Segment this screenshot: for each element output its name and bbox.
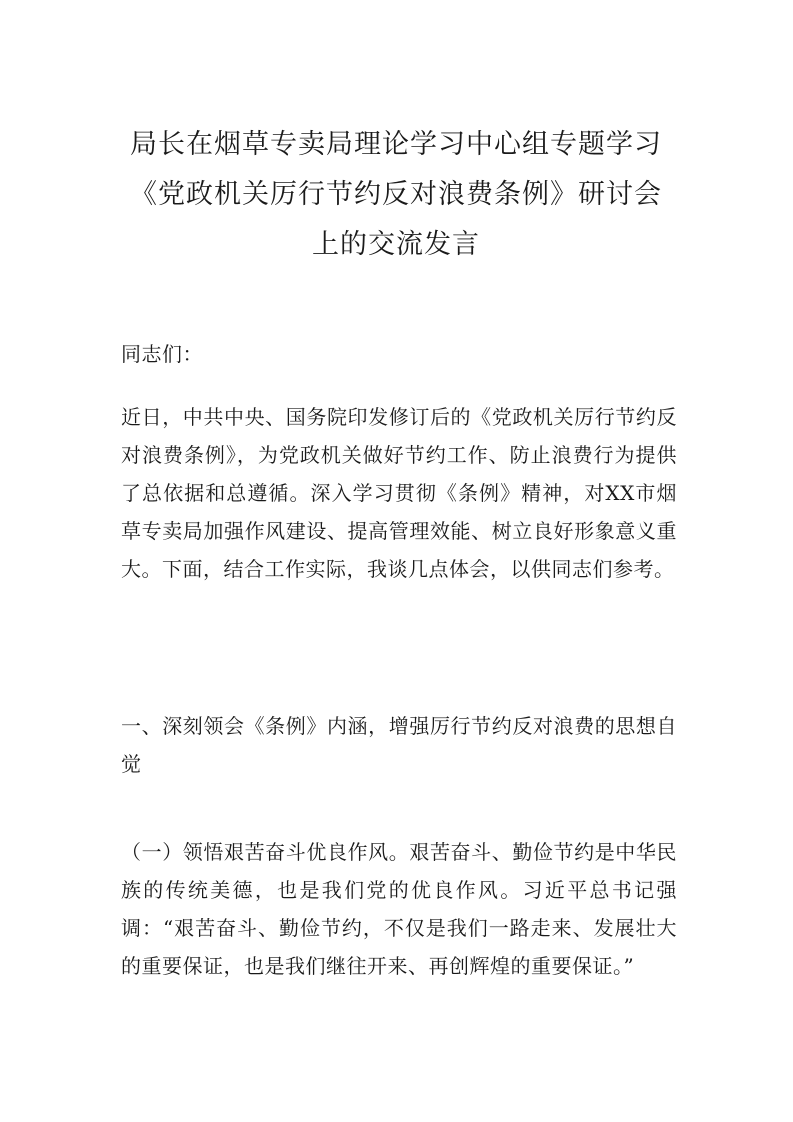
section-heading: 一、深刻领会《条例》内涵，增强厉行节约反对浪费的思想自觉 xyxy=(121,714,677,776)
salutation: 同志们： xyxy=(121,342,203,366)
document-title: 局长在烟草专卖局理论学习中心组专题学习《党政机关厉行节约反对浪费条例》研讨会上的交流发言 xyxy=(130,129,662,260)
subsection-paragraph: （一）领悟艰苦奋斗优良作风。艰苦奋斗、勤俭节约是中华民族的传统美德，也是我们党的优良作风。习近平总书记强调：“艰苦奋斗、勤俭节约，不仅是我们一路走来、发展壮大的重要保证，也是我们继往开来、再创辉煌的重要保证。” xyxy=(121,840,677,978)
intro-paragraph: 近日，中共中央、国务院印发修订后的《党政机关厉行节约反对浪费条例》，为党政机关做好节约工作、防止浪费行为提供了总依据和总遵循。深入学习贯彻《条例》精神，对XX市烟草专卖局加强作风建设、提高管理效能、树立良好形象意义重大。下面，结合工作实际，我谈几点体会，以供同志们参考。 xyxy=(121,405,677,581)
